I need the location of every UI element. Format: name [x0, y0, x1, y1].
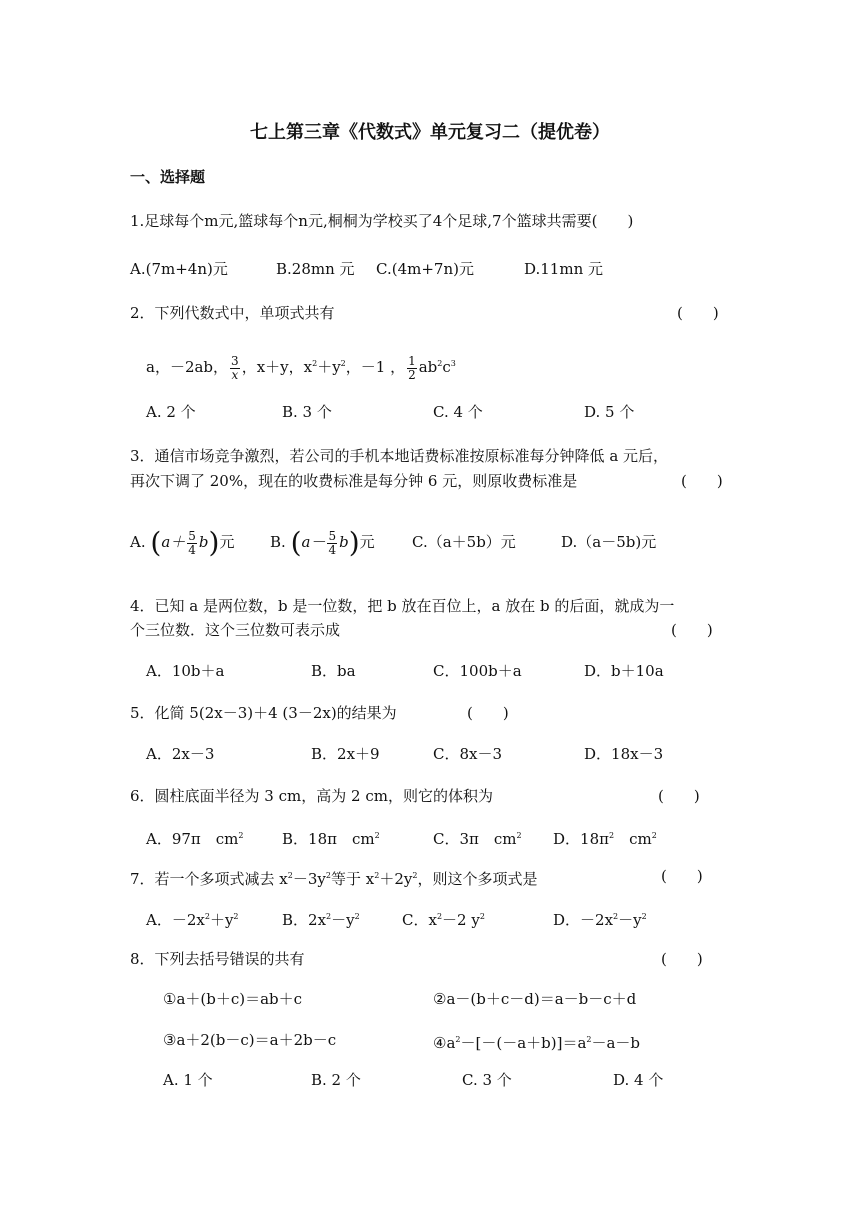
- superscript: 2: [651, 831, 657, 840]
- question-5-option-a: A．2x－3: [146, 745, 215, 763]
- question-3-option-a: [130, 522, 234, 562]
- question-4-line-2: 个三位数．这个三位数可表示成: [130, 621, 341, 639]
- superscript: 2: [374, 871, 380, 880]
- page-title: 七上第三章《代数式》单元复习二（提优卷）: [250, 122, 610, 143]
- superscript: 2: [516, 831, 522, 840]
- question-8-item-2: ②a－(b＋c－d)＝a－b－c＋d: [433, 990, 637, 1008]
- option-text: D．－2x: [553, 911, 614, 929]
- question-4-option-c: C．100b＋a: [433, 662, 522, 680]
- question-8-answer-paren: ( ): [661, 950, 703, 968]
- option-label: B.: [270, 533, 286, 551]
- option-text: cm: [614, 830, 652, 848]
- question-4-option-b: B．ba: [311, 662, 356, 680]
- question-7-option-d: [553, 907, 647, 930]
- option-text: A．97π cm: [146, 830, 239, 848]
- question-8-option-b: B. 2 个: [311, 1071, 361, 1089]
- superscript: 2: [326, 912, 332, 921]
- superscript: 2: [238, 831, 244, 840]
- fraction-5-over-4: [187, 530, 197, 557]
- question-4-option-d: D．b＋10a: [584, 662, 664, 680]
- question-4-answer-paren: ( ): [671, 621, 713, 639]
- expr-part: b: [339, 533, 349, 551]
- question-8-item-1: ①a＋(b＋c)＝ab＋c: [163, 990, 303, 1008]
- option-text: A．－2x: [146, 911, 205, 929]
- superscript: 2: [312, 359, 318, 368]
- superscript: 2: [374, 831, 380, 840]
- option-label: A.: [130, 533, 146, 551]
- question-4-option-a: A．10b＋a: [146, 662, 225, 680]
- expr-part: a－: [301, 533, 326, 551]
- expr-part: c: [442, 358, 451, 376]
- question-3-option-d: D.（a－5b)元: [561, 533, 657, 551]
- unit: 元: [359, 533, 375, 551]
- item-part: －a－b: [591, 1034, 641, 1052]
- item-part: ④a: [433, 1034, 456, 1052]
- section-heading: 一、选择题: [130, 168, 206, 186]
- expr-part: ＋y: [317, 358, 341, 376]
- option-text: C．3π cm: [433, 830, 517, 848]
- stem-part: 7．若一个多项式减去 x: [130, 870, 288, 888]
- fraction-numerator: 1: [408, 353, 416, 368]
- fraction-denominator: 2: [408, 367, 416, 382]
- fraction-1-over-2: [407, 355, 417, 382]
- right-paren: ): [348, 526, 360, 559]
- question-3-option-c: C.（a＋5b）元: [412, 533, 516, 551]
- superscript: 2: [204, 912, 210, 921]
- stem-part: －3y: [292, 870, 326, 888]
- question-6-option-c: [433, 826, 522, 849]
- question-7-answer-paren: ( ): [661, 867, 703, 885]
- superscript: 2: [455, 1035, 461, 1044]
- superscript: 2: [641, 912, 647, 921]
- question-2-option-b: B. 3 个: [282, 403, 332, 421]
- question-3-answer-paren: ( ): [681, 472, 723, 490]
- question-1-option-a: A.(7m+4n)元: [130, 260, 228, 278]
- question-2-expression: [146, 346, 456, 385]
- question-4-line-1: 4．已知 a 是两位数，b 是一位数，把 b 放在百位上，a 放在 b 的后面，就成为一: [130, 597, 675, 615]
- superscript: 2: [437, 359, 443, 368]
- question-3-line-1: 3．通信市场竞争激烈，若公司的手机本地话费标准按原标准每分钟降低 a 元后，: [130, 447, 669, 465]
- superscript: 2: [613, 912, 619, 921]
- option-text: B．18π cm: [282, 830, 375, 848]
- fraction-denominator: 4: [328, 542, 337, 557]
- question-3-line-2: 再次下调了 20%，现在的收费标准是每分钟 6 元，则原收费标准是: [130, 472, 578, 490]
- expr-part: a，－2ab，: [146, 358, 229, 376]
- question-6-option-a: [146, 826, 244, 849]
- superscript: 2: [412, 871, 418, 880]
- expr-part: ，－1 ，: [345, 358, 406, 376]
- fraction-denominator: x: [231, 367, 239, 382]
- question-6-stem: 6．圆柱底面半径为 3 cm，高为 2 cm，则它的体积为: [130, 787, 493, 805]
- superscript: 2: [479, 912, 485, 921]
- question-6-answer-paren: ( ): [658, 787, 700, 805]
- question-8-item-3: ③a＋2(b－c)＝a＋2b－c: [163, 1031, 337, 1049]
- question-7-option-c: [402, 907, 485, 930]
- stem-part: ，则这个多项式是: [417, 870, 538, 888]
- question-8-option-c: C. 3 个: [462, 1071, 512, 1089]
- question-1-option-d: D.11mn 元: [524, 260, 603, 278]
- option-text: B．2x: [282, 911, 327, 929]
- question-6-option-b: [282, 826, 380, 849]
- expr-part: a＋: [161, 533, 186, 551]
- question-6-option-d: [553, 826, 657, 849]
- fraction-numerator: 3: [231, 353, 239, 368]
- fraction-numerator: 5: [188, 528, 196, 543]
- stem-part: 等于 x: [331, 870, 375, 888]
- expr-part: ab: [418, 358, 438, 376]
- option-text: C．x: [402, 911, 437, 929]
- superscript: 2: [608, 831, 615, 840]
- superscript: 2: [586, 1035, 592, 1044]
- superscript: 2: [340, 359, 346, 368]
- superscript: 2: [436, 912, 443, 921]
- expr-part: ，x＋y，x: [241, 358, 313, 376]
- question-5-option-d: D．18x－3: [584, 745, 664, 763]
- question-5-stem: 5．化简 5(2x－3)＋4 (3－2x)的结果为: [130, 704, 397, 722]
- fraction-3-over-x: [230, 355, 240, 382]
- option-text: －y: [331, 911, 355, 929]
- question-1-option-c: C.(4m+7n)元: [376, 260, 474, 278]
- fraction-numerator: 5: [328, 528, 337, 543]
- question-7-option-a: [146, 907, 239, 930]
- option-text: D．18π: [553, 830, 609, 848]
- question-2-stem: 2．下列代数式中，单项式共有: [130, 304, 335, 322]
- option-text: ＋y: [209, 911, 234, 929]
- question-8-stem: 8．下列去括号错误的共有: [130, 950, 305, 968]
- right-paren: ): [208, 526, 220, 559]
- question-2-option-c: C. 4 个: [433, 403, 483, 421]
- question-2-option-d: D. 5 个: [584, 403, 635, 421]
- question-2-option-a: A. 2 个: [146, 403, 196, 421]
- question-8-item-4: [433, 1030, 640, 1053]
- question-2-answer-paren: ( ): [677, 304, 719, 322]
- question-3-option-b: [270, 522, 375, 562]
- superscript: 2: [354, 912, 360, 921]
- unit: 元: [219, 533, 235, 551]
- question-7-stem: [130, 866, 537, 889]
- superscript: 2: [233, 912, 239, 921]
- expr-part: b: [198, 533, 209, 551]
- option-text: －y: [618, 911, 642, 929]
- superscript: 2: [287, 871, 293, 880]
- fraction-5-over-4: [327, 530, 337, 557]
- question-5-option-c: C．8x－3: [433, 745, 503, 763]
- question-1-stem: 1.足球每个m元,篮球每个n元,桐桐为学校买了4个足球,7个篮球共需要( ): [130, 212, 634, 230]
- left-paren: (: [150, 526, 162, 559]
- question-1-option-b: B.28mn 元: [276, 260, 355, 278]
- fraction-denominator: 4: [188, 542, 196, 557]
- question-5-answer-paren: ( ): [467, 704, 509, 722]
- stem-part: ＋2y: [379, 870, 413, 888]
- option-text: －2 y: [442, 911, 480, 929]
- question-8-option-d: D. 4 个: [613, 1071, 664, 1089]
- superscript: 2: [325, 871, 331, 880]
- superscript: 3: [450, 359, 456, 368]
- question-5-option-b: B．2x＋9: [311, 745, 380, 763]
- left-paren: (: [290, 526, 302, 559]
- question-8-option-a: A. 1 个: [163, 1071, 213, 1089]
- question-7-option-b: [282, 907, 360, 930]
- item-part: －[－(－a＋b)]＝a: [460, 1034, 587, 1052]
